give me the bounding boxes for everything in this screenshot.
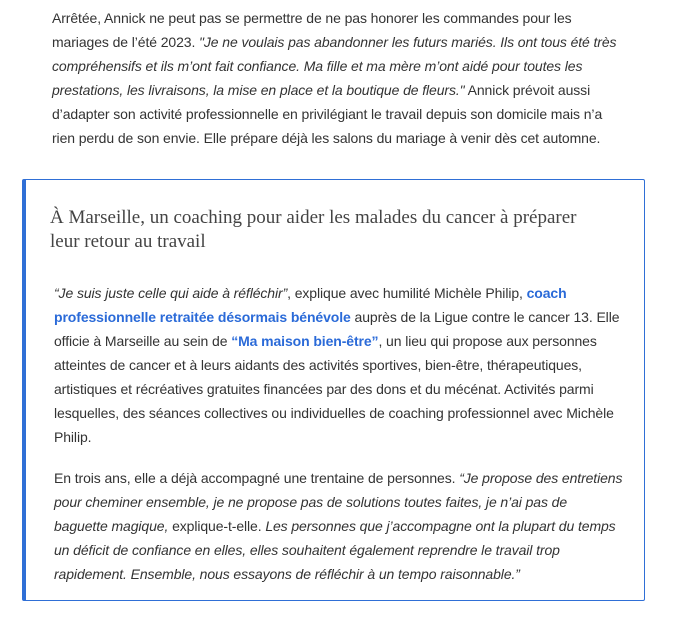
- intro-quote: "Je ne voulais pas abandonner les futurs mariés. Ils ont tous été très compréhensifs et ils m’ont fait confiance. Ma fille et ma mère m’ont aidé pour toutes les prestations, les livraisons, la mise en place et la boutique de fleurs.": [52, 34, 617, 98]
- intro-text-2: Annick prévoit aussi d’adapter son activité professionnelle en privilégiant le travail depuis son domicile mais n’a rien perdu de son envie. Elle prépare déjà les salons du mariage à venir dès cet automne.: [52, 82, 603, 146]
- box-title: À Marseille, un coaching pour aider les malades du cancer à préparer leur retour au travail: [50, 207, 577, 252]
- box-p2-quote-2: Les personnes que j’accompagne ont la plupart du temps un déficit de confiance en elles, elles souhaitent également reprendre le travail trop rapidement. Ensemble, nous essayons de réfléchir à un tempo raisonnable.”: [54, 518, 616, 582]
- box-p2-quote-1: “Je propose des entretiens pour cheminer ensemble, je ne propose pas de solutions toutes faites, je n’ai pas de baguette magique,: [54, 470, 623, 534]
- box-p2-text-2: explique-t-elle.: [168, 518, 266, 534]
- coach-link[interactable]: coach professionnelle retraitée désormais bénévole: [54, 285, 567, 325]
- maison-bien-etre-link[interactable]: “Ma maison bien-être”: [231, 333, 379, 349]
- box-p2-text-1: En trois ans, elle a déjà accompagné une trentaine de personnes.: [54, 470, 460, 486]
- box-text-2: auprès de la Ligue contre le cancer 13. Elle officie à Marseille au sein de: [54, 309, 620, 349]
- intro-text-1: Arrêtée, Annick ne peut pas se permettre de ne pas honorer les commandes pour les mariages de l’été 2023.: [52, 10, 572, 50]
- box-paragraph-1: [54, 281, 624, 449]
- box-quote-1: “Je suis juste celle qui aide à réfléchir”: [54, 285, 288, 301]
- highlight-box: [22, 179, 645, 601]
- box-text-3: , un lieu qui propose aux personnes atteintes de cancer et à leurs aidants des activités sportives, bien-être, thérapeutiques, artistiques et récréatives gratuites financées par des dons et du mécénat. Activités parmi lesquelles, des séances collectives ou individuelles de coaching professionnel avec Michèle Philip.: [54, 333, 614, 445]
- intro-paragraph: [52, 6, 627, 150]
- box-paragraph-2: [54, 466, 624, 586]
- box-text-1: , explique avec humilité Michèle Philip,: [287, 285, 527, 301]
